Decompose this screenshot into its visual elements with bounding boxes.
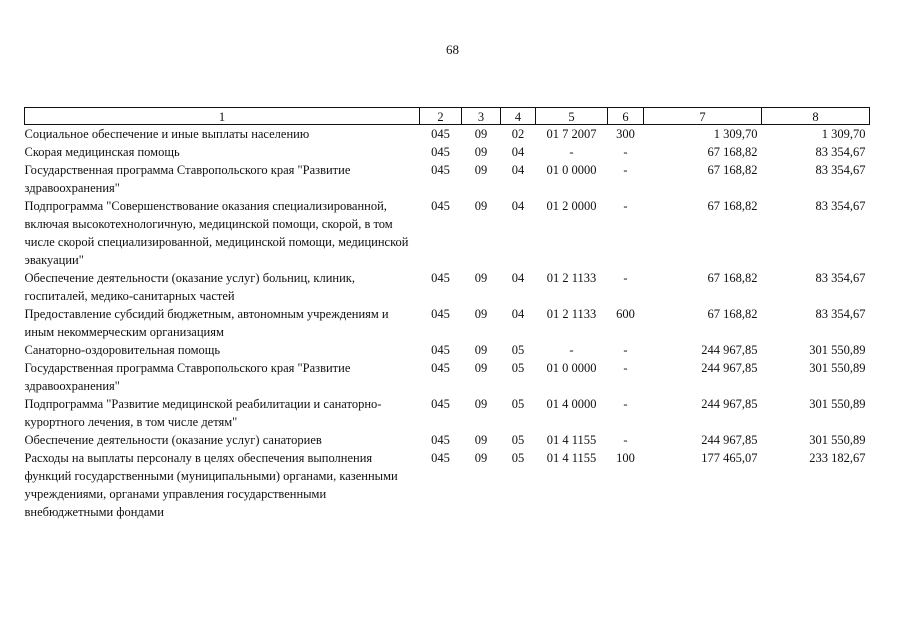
row-amount-year1: 177 465,07 [701,451,758,465]
row-expense-type: 600 [616,307,635,321]
row-expense-type: - [623,145,628,159]
row-section-code: 09 [474,199,488,213]
row-subsection-code: 04 [511,307,525,321]
row-subsection-code: 04 [511,199,525,213]
header-col-8: 8 [762,108,870,125]
row-section-code: 09 [474,145,488,159]
row-target-article: 01 4 0000 [546,397,597,411]
row-amount-year1: 1 309,70 [713,127,758,141]
row-amount-year2: 1 309,70 [821,127,866,141]
page-number: 68 [446,42,459,57]
row-amount-year2: 301 550,89 [809,433,866,447]
row-name: Государственная программа Ставропольского края "Развитие здравоохранения" [24,163,351,195]
row-expense-type: 300 [616,127,635,141]
table-row [25,161,870,197]
row-target-article: 01 2 1133 [546,307,597,321]
header-col-2: 2 [420,108,462,125]
header-col-6: 6 [608,108,644,125]
row-amount-year1: 67 168,82 [707,163,758,177]
row-name: Социальное обеспечение и иные выплаты населению [24,127,310,141]
row-amount-year2: 83 354,67 [815,145,866,159]
row-target-article: 01 0 0000 [546,361,597,375]
row-ministry-code: 045 [431,361,450,375]
row-name: Санаторно-оздоровительная помощь [24,343,221,357]
row-expense-type: - [623,163,628,177]
row-target-article: 01 7 2007 [546,127,597,141]
row-ministry-code: 045 [431,163,450,177]
row-section-code: 09 [474,163,488,177]
row-section-code: 09 [474,451,488,465]
row-section-code: 09 [474,271,488,285]
row-name: Подпрограмма "Совершенствование оказания специализированной, включая высокотехнологичную, медицинской помощи, скорой, в том числе скорой специализированной, медицинской помощи, медицинской эвакуации" [24,199,409,267]
row-expense-type: 100 [616,451,635,465]
table-row [25,449,870,521]
row-ministry-code: 045 [431,307,450,321]
table-row [25,143,870,161]
row-amount-year2: 233 182,67 [809,451,866,465]
row-name: Предоставление субсидий бюджетным, автономным учреждениям и иным некоммерческим организациям [24,307,389,339]
row-expense-type: - [623,271,628,285]
row-amount-year2: 301 550,89 [809,361,866,375]
row-subsection-code: 05 [511,451,525,465]
row-target-article: 01 4 1155 [546,451,597,465]
header-col-3: 3 [462,108,501,125]
row-section-code: 09 [474,433,488,447]
table-row [25,269,870,305]
row-amount-year1: 67 168,82 [707,145,758,159]
row-expense-type: - [623,199,628,213]
row-section-code: 09 [474,343,488,357]
row-amount-year1: 67 168,82 [707,307,758,321]
row-amount-year2: 301 550,89 [809,397,866,411]
row-target-article: - [569,145,574,159]
row-section-code: 09 [474,397,488,411]
row-target-article: 01 2 1133 [546,271,597,285]
row-ministry-code: 045 [431,433,450,447]
row-subsection-code: 05 [511,397,525,411]
row-subsection-code: 02 [511,127,525,141]
row-ministry-code: 045 [431,397,450,411]
row-expense-type: - [623,343,628,357]
row-subsection-code: 05 [511,343,525,357]
header-col-1: 1 [25,108,420,125]
row-name: Подпрограмма "Развитие медицинской реабилитации и санаторно-курортного лечения, в том числе детям" [24,397,382,429]
row-target-article: 01 4 1155 [546,433,597,447]
row-amount-year1: 244 967,85 [701,397,758,411]
row-subsection-code: 04 [511,163,525,177]
row-ministry-code: 045 [431,199,450,213]
row-amount-year2: 83 354,67 [815,163,866,177]
row-name: Расходы на выплаты персоналу в целях обеспечения выполнения функций государственными (муниципальными) органами, казенными учреждениями, органами управления государственными внебюджетными фондами [24,451,398,519]
row-ministry-code: 045 [431,145,450,159]
row-ministry-code: 045 [431,127,450,141]
row-section-code: 09 [474,127,488,141]
row-subsection-code: 04 [511,271,525,285]
table-row [25,305,870,341]
row-name: Скорая медицинская помощь [24,145,180,159]
header-col-7: 7 [644,108,762,125]
row-amount-year1: 244 967,85 [701,433,758,447]
table-header [25,108,870,125]
row-expense-type: - [623,397,628,411]
header-row [25,108,870,125]
table-row [25,197,870,269]
table-row [25,359,870,395]
header-col-5: 5 [536,108,608,125]
row-subsection-code: 05 [511,433,525,447]
table-row [25,431,870,449]
row-amount-year1: 244 967,85 [701,343,758,357]
row-expense-type: - [623,361,628,375]
row-subsection-code: 05 [511,361,525,375]
row-name: Обеспечение деятельности (оказание услуг) больниц, клиник, госпиталей, медико-санитарных частей [24,271,355,303]
row-amount-year1: 67 168,82 [707,271,758,285]
row-ministry-code: 045 [431,343,450,357]
table-row [25,395,870,431]
row-amount-year1: 67 168,82 [707,199,758,213]
row-amount-year1: 244 967,85 [701,361,758,375]
row-name: Государственная программа Ставропольского края "Развитие здравоохранения" [24,361,351,393]
budget-table [24,107,870,521]
row-target-article: 01 2 0000 [546,199,597,213]
row-amount-year2: 83 354,67 [815,199,866,213]
row-name: Обеспечение деятельности (оказание услуг) санаториев [24,433,322,447]
row-ministry-code: 045 [431,271,450,285]
row-target-article: - [569,343,574,357]
row-section-code: 09 [474,307,488,321]
table-row [25,125,870,144]
row-amount-year2: 83 354,67 [815,307,866,321]
table-row [25,341,870,359]
row-expense-type: - [623,433,628,447]
table-body [25,125,870,522]
row-subsection-code: 04 [511,145,525,159]
row-section-code: 09 [474,361,488,375]
row-ministry-code: 045 [431,451,450,465]
row-amount-year2: 301 550,89 [809,343,866,357]
header-col-4: 4 [501,108,536,125]
row-target-article: 01 0 0000 [546,163,597,177]
row-amount-year2: 83 354,67 [815,271,866,285]
